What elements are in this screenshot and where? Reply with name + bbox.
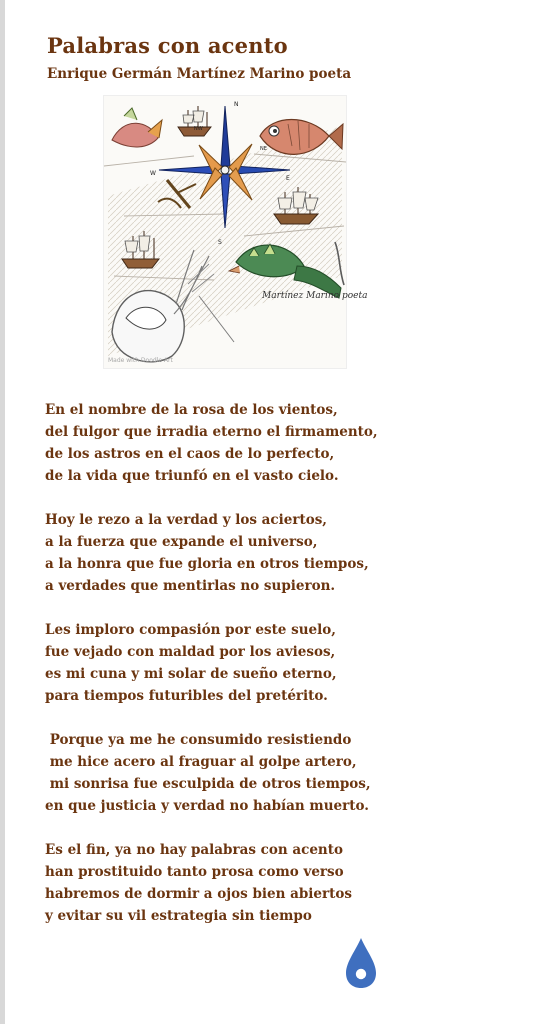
- stanza-2: [45, 509, 515, 597]
- poem-body: [45, 399, 515, 949]
- compass-label-w: W: [150, 170, 156, 177]
- poem-title: Palabras con acento: [47, 33, 288, 58]
- compass-label-e: E: [286, 175, 290, 182]
- stanza-4: [45, 729, 515, 817]
- compass-label-ne: NE: [260, 146, 267, 152]
- illustration-signature: Martínez Marino poeta: [262, 291, 368, 301]
- stanza-1-line-4: de la vida que triunfó en el vasto cielo.: [45, 468, 339, 484]
- stanza-2-line-2: a la fuerza que expande el universo,: [45, 534, 318, 550]
- stanza-4-line-3: mi sonrisa fue esculpida de otros tiempos,: [45, 776, 371, 792]
- compass-label-n: N: [234, 101, 239, 108]
- stanza-3-line-1: Les imploro compasión por este suelo,: [45, 622, 336, 638]
- stanza-4-line-2: me hice acero al fraguar al golpe artero,: [45, 754, 357, 770]
- stanza-5-line-3: habremos de dormir a ojos bien abiertos: [45, 886, 352, 902]
- compass-label-s: S: [218, 239, 222, 246]
- stanza-5-line-2: han prostituido tanto prosa como verso: [45, 864, 344, 880]
- compass-rose-drawing: [104, 96, 368, 368]
- compass-rose-illustration: [104, 96, 368, 368]
- poem-author: Enrique Germán Martínez Marino poeta: [47, 66, 352, 82]
- stanza-1: [45, 399, 515, 487]
- stanza-3: [45, 619, 515, 707]
- water-drop-icon: [344, 936, 378, 990]
- stanza-3-line-3: es mi cuna y mi solar de sueño eterno,: [45, 666, 337, 682]
- stanza-5-line-1: Es el fin, ya no hay palabras con acento: [45, 842, 343, 858]
- stanza-5-line-4: y evitar su vil estrategia sin tiempo: [45, 908, 312, 924]
- stanza-2-line-3: a la honra que fue gloria en otros tiempos,: [45, 556, 369, 572]
- stanza-1-line-2: del fulgor que irradia eterno el firmamento,: [45, 424, 378, 440]
- stanza-4-line-1: Porque ya me he consumido resistiendo: [45, 732, 352, 748]
- stanza-1-line-1: En el nombre de la rosa de los vientos,: [45, 402, 338, 418]
- stanza-5: [45, 839, 515, 927]
- stanza-3-line-2: fue vejado con maldad por los aviesos,: [45, 644, 336, 660]
- stanza-2-line-4: a verdades que mentirlas no supieron.: [45, 578, 336, 594]
- stanza-4-line-4: en que justicia y verdad no habían muerto.: [45, 798, 369, 814]
- stanza-2-line-1: Hoy le rezo a la verdad y los aciertos,: [45, 512, 328, 528]
- stanza-3-line-4: para tiempos futuribles del pretérito.: [45, 688, 328, 704]
- illustration-watermark: Made with Doodle Art: [108, 357, 173, 364]
- page-edge-divider: [0, 0, 5, 1024]
- water-drop-svg: [344, 936, 378, 990]
- stanza-1-line-3: de los astros en el caos de lo perfecto,: [45, 446, 335, 462]
- compass-label-nw: NW: [194, 126, 203, 132]
